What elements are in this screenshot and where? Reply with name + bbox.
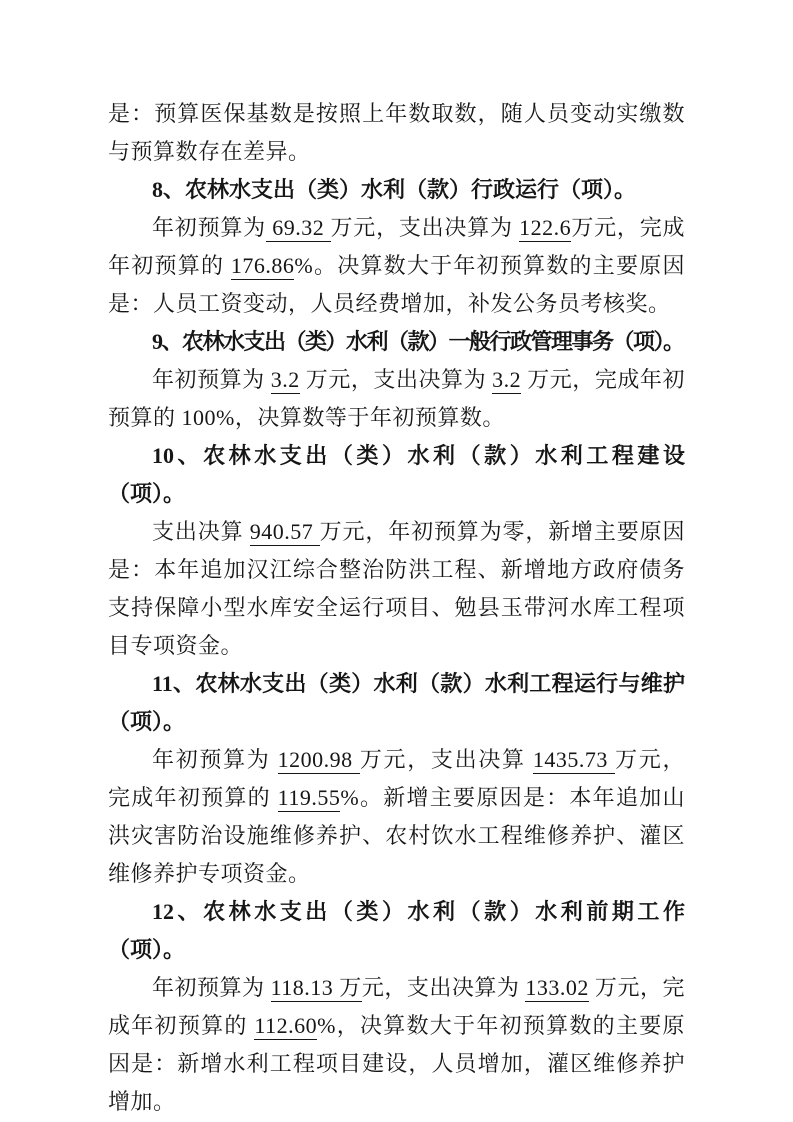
text-segment: 年初预算为: [152, 215, 266, 240]
document-paragraph: [108, 361, 685, 437]
text-segment: 万元，完成年初预算的: [108, 975, 685, 1038]
text-segment: 万元，支出决算为: [299, 367, 493, 392]
text-segment: 10、农林水支出（类）水利（款）水利工程建设（项）。: [108, 443, 685, 506]
text-segment: %。决算数大于年初预算数的主要原因是：人员工资变动，人员经费增加，补发公务员考核奖。: [108, 253, 685, 316]
document-paragraph: [108, 513, 685, 665]
section-heading: [108, 665, 685, 741]
text-segment: 万元，支出决算为: [330, 215, 520, 240]
text-segment: 年初预算为: [152, 975, 271, 1000]
text-segment: 年初预算为: [152, 747, 278, 772]
section-heading: [108, 171, 685, 209]
section-heading: [108, 893, 685, 969]
text-segment: 12、农林水支出（类）水利（款）水利前期工作（项）。: [108, 899, 685, 962]
underlined-value: 3.2: [270, 367, 300, 392]
text-segment: 支出决算: [152, 519, 250, 544]
text-segment: 万元，年初预算为零，新增主要原因是：本年追加汉江综合整治防洪工程、新增地方政府债务支持保障小型水库安全运行项目、勉县玉带河水库工程项目专项资金。: [108, 519, 685, 658]
document-paragraph: [108, 969, 685, 1121]
underlined-value: 133.02: [525, 975, 589, 1000]
text-segment: 9、农林水支出（类）水利（款）一般行政管理事务（项）。: [152, 329, 684, 354]
underlined-value: 1435.73: [532, 747, 616, 772]
underlined-value: 118.13 万: [270, 975, 362, 1000]
underlined-value: 119.55: [277, 785, 341, 810]
underlined-value: 122.6: [519, 215, 572, 240]
text-segment: %。新增主要原因是：本年追加山洪灾害防治设施维修养护、农村饮水工程维修养护、灌区维修养护专项资金。: [108, 785, 685, 886]
text-segment: 11、农林水支出（类）水利（款）水利工程运行与维护（项）。: [108, 671, 685, 734]
document-paragraph: [108, 741, 685, 893]
text-segment: 万元，完成年初预算的: [108, 747, 685, 810]
section-heading: [108, 437, 685, 513]
text-segment: %，决算数大于年初预算数的主要原因是：新增水利工程项目建设，人员增加，灌区维修养护增加。: [108, 1013, 685, 1114]
text-segment: 万元，完成年初预算的 100%，决算数等于年初预算数。: [108, 367, 685, 430]
underlined-value: 940.57: [249, 519, 320, 544]
underlined-value: 69.32: [265, 215, 331, 240]
underlined-value: 1200.98: [277, 747, 360, 772]
text-segment: 万元，支出决算: [359, 747, 533, 772]
text-segment: 8、农林水支出（类）水利（款）行政运行（项）。: [152, 177, 637, 202]
text-segment: 元，支出决算为: [361, 975, 526, 1000]
document-paragraph: [108, 209, 685, 323]
underlined-value: 112.60: [254, 1013, 318, 1038]
section-heading: [108, 323, 685, 361]
text-segment: 是：预算医保基数是按照上年数取数，随人员变动实缴数与预算数存在差异。: [108, 101, 685, 164]
text-segment: 万元，完成年初预算的: [108, 215, 685, 278]
underlined-value: 176.86: [230, 253, 295, 278]
underlined-value: 3.2: [492, 367, 522, 392]
text-segment: 年初预算为: [152, 367, 271, 392]
document-paragraph: [108, 95, 685, 171]
